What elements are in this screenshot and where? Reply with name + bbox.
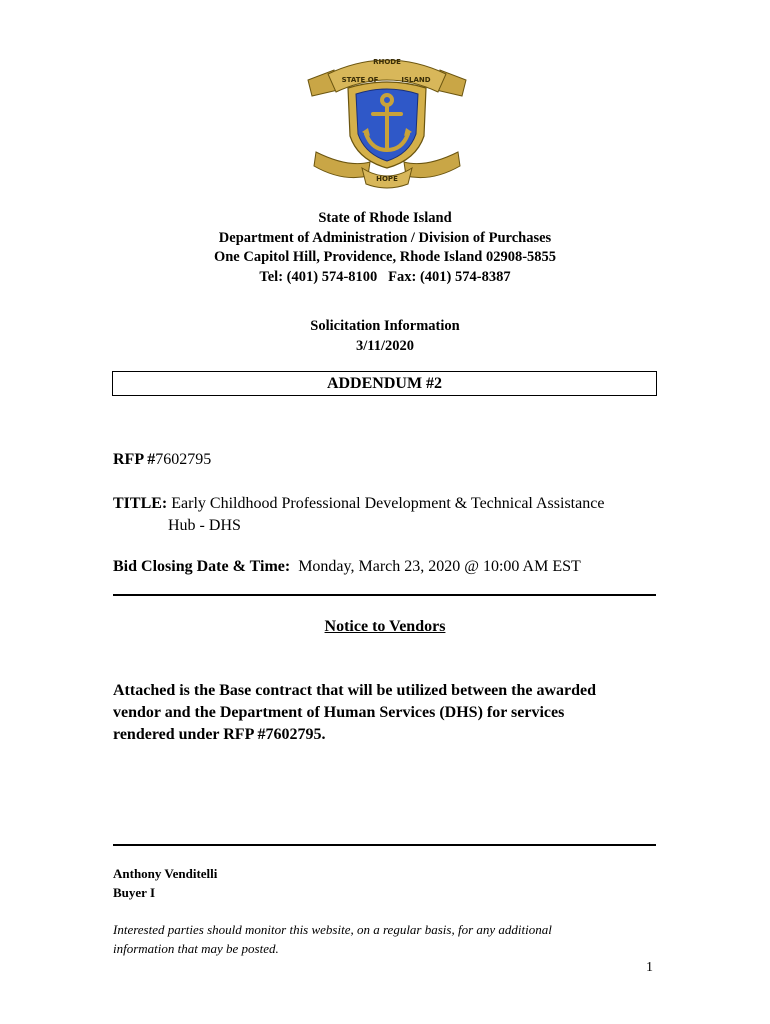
divider (113, 594, 656, 596)
seal-text-rhode: RHODE (373, 58, 401, 66)
seal-text-state-of: STATE OF (341, 76, 379, 84)
header-state: State of Rhode Island (318, 210, 452, 226)
seal-text-hope: HOPE (376, 175, 398, 183)
signature-block (113, 864, 217, 902)
seal-text-island: ISLAND (401, 76, 431, 84)
agency-header (0, 209, 770, 287)
header-phone-fax: Tel: (401) 574-8100 Fax: (401) 574-8387 (259, 268, 511, 285)
notice-heading: Notice to Vendors (324, 618, 446, 635)
rfp-value: 7602795 (155, 451, 212, 468)
notice-body-line: vendor and the Department of Human Services (DHS) for services (113, 704, 565, 721)
solicitation-header (0, 317, 770, 356)
notice-body (113, 680, 663, 746)
signature-title: Buyer I (113, 885, 156, 900)
page-number: 1 (646, 960, 653, 975)
signature-name: Anthony Venditelli (113, 866, 218, 881)
footnote (113, 920, 643, 958)
notice-body-line: Attached is the Base contract that will be utilized between the awarded (113, 682, 597, 699)
signature-divider (113, 844, 656, 846)
state-seal-icon (298, 44, 476, 190)
footnote-line: information that may be posted. (113, 941, 279, 956)
rfp-title (113, 493, 663, 537)
rfp-label: RFP # (113, 451, 156, 468)
bid-closing (113, 556, 581, 578)
footnote-line: Interested parties should monitor this website, on a regular basis, for any additional (113, 922, 552, 937)
title-line1: Early Childhood Professional Development & Technical Assistance (171, 495, 605, 512)
addendum-title: ADDENDUM #2 (112, 371, 657, 396)
title-line2: Hub - DHS (168, 517, 241, 534)
header-address: One Capitol Hill, Providence, Rhode Island 02908-5855 (213, 249, 557, 265)
solicitation-label: Solicitation Information (310, 318, 460, 334)
title-label: TITLE: (113, 495, 168, 512)
bid-closing-value: Monday, March 23, 2020 @ 10:00 AM EST (298, 558, 581, 575)
header-department: Department of Administration / Division of Purchases (218, 229, 552, 246)
bid-closing-label: Bid Closing Date & Time: (113, 558, 291, 575)
rfp-number (113, 449, 211, 471)
notice-body-line: rendered under RFP #7602795. (113, 726, 326, 743)
solicitation-date: 3/11/2020 (355, 337, 414, 354)
